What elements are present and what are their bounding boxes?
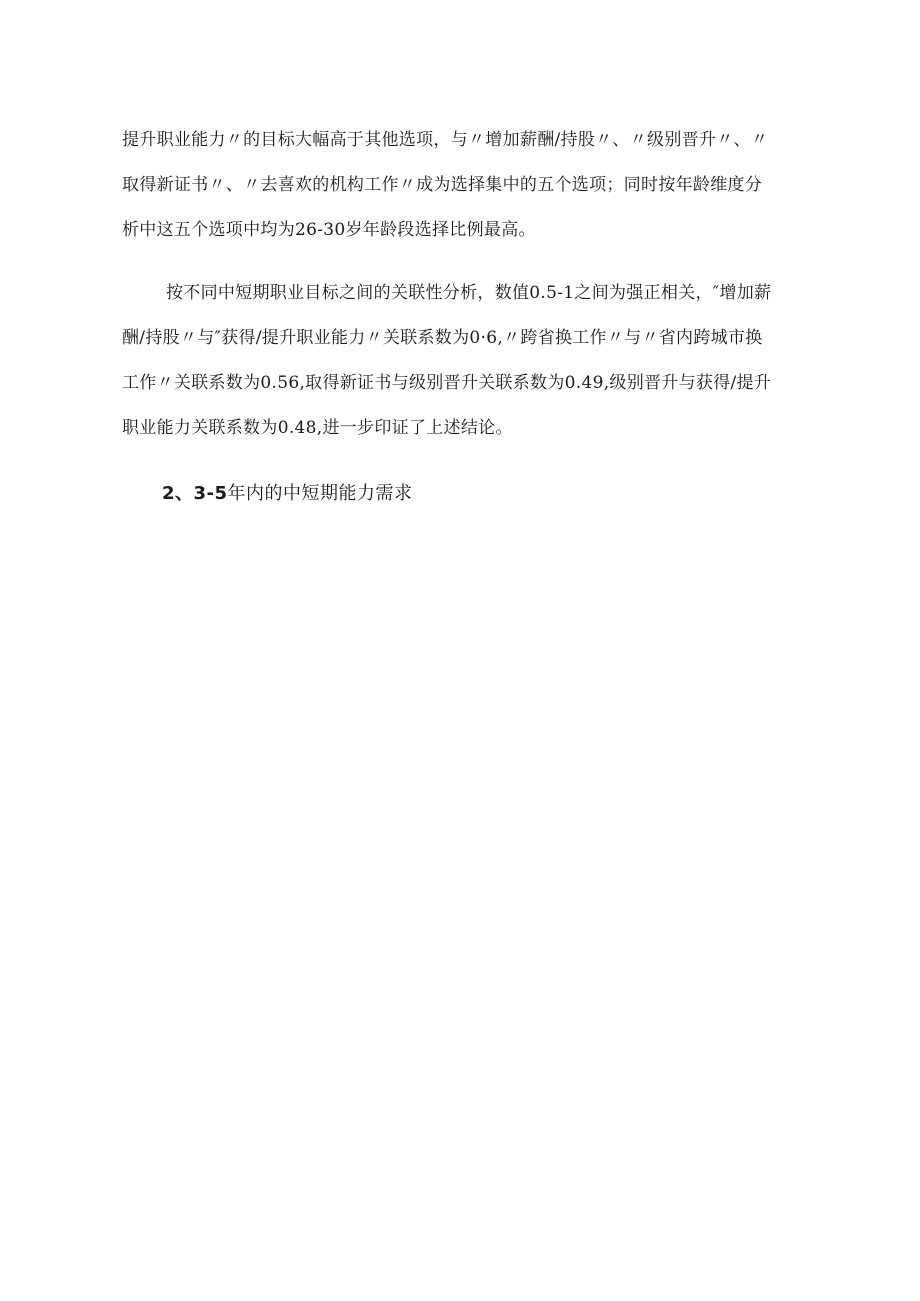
section-number: 2、3-5	[162, 483, 228, 504]
document-body	[122, 118, 822, 517]
paragraph-line: 提升职业能力〃的目标大幅高于其他选项，与〃增加薪酬/持股〃、〃级别晋升〃、〃	[122, 130, 769, 150]
paragraph-line: 按不同中短期职业目标之间的关联性分析，数值0.5-1之间为强正相关，″增加薪	[166, 283, 772, 303]
section-title: 年内的中短期能力需求	[227, 483, 413, 504]
paragraph-line: 酬/持股〃与″获得/提升职业能力〃关联系数为0·6,〃跨省换工作〃与〃省内跨城市换	[122, 328, 763, 348]
section-heading	[122, 471, 822, 517]
paragraph-line: 工作〃关联系数为0.56,取得新证书与级别晋升关联系数为0.49,级别晋升与获得/提升	[122, 373, 772, 393]
paragraph-age-analysis	[122, 118, 822, 253]
paragraph-line: 职业能力关联系数为0.48,进一步印证了上述结论。	[122, 418, 513, 438]
paragraph-line: 析中这五个选项中均为26-30岁年龄段选择比例最高。	[122, 220, 536, 240]
paragraph-line: 取得新证书〃、〃去喜欢的机构工作〃成为选择集中的五个选项；同时按年龄维度分	[122, 175, 763, 195]
paragraph-correlation-analysis	[122, 271, 822, 451]
